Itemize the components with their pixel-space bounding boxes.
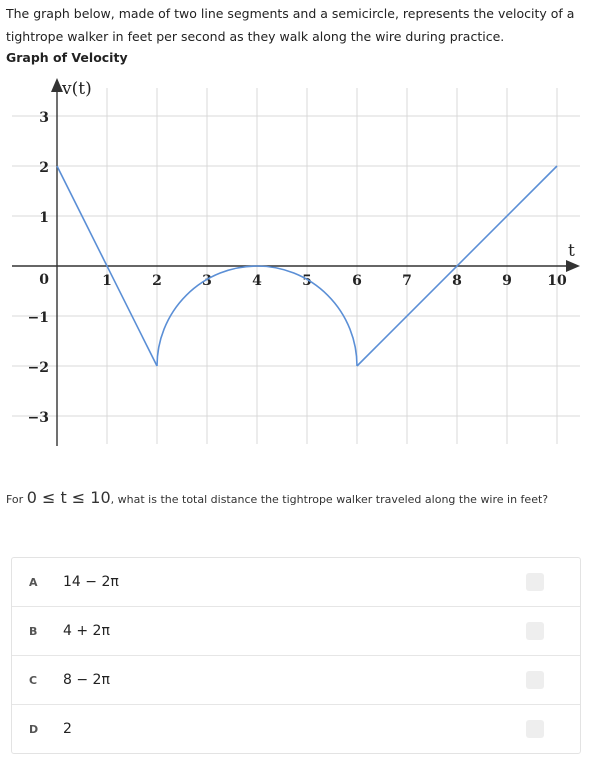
x-axis-arrow [566,260,580,272]
question-suffix: , what is the total distance the tightrope walker traveled along the wire in feet? [110,493,549,506]
choice-checkbox[interactable] [526,573,544,591]
intro-text: The graph below, made of two line segments and a semicircle, represents the velocity of a tightrope walker in feet per second as they walk along the wire during practice. [6,6,575,44]
choice-text: 14 − 2π [63,574,119,590]
y-tick-label: 3 [39,110,49,126]
chart-axes [12,78,580,446]
y-tick-label: −2 [27,360,49,376]
question-math: 0 ≤ t ≤ 10 [26,488,111,507]
question-prefix: For [6,493,27,506]
y-tick-label: −3 [27,410,49,426]
x-tick-label: 4 [252,273,262,289]
choice-letter: C [29,673,38,687]
velocity-chart [0,68,589,452]
choice-letter: A [29,575,38,589]
choice-text: 4 + 2π [63,623,110,639]
choice-text: 8 − 2π [63,672,110,688]
x-tick-label: 5 [302,273,312,289]
x-tick-label: 6 [352,273,362,289]
x-tick-label: 9 [502,273,512,289]
y-tick-label: −1 [27,310,49,326]
x-axis-label: t [568,241,575,261]
x-tick-label: 3 [202,273,212,289]
choice-c[interactable] [12,656,580,705]
x-tick-label: 8 [452,273,462,289]
choice-text: 2 [63,721,72,737]
y-tick-label: 2 [39,160,49,176]
graph-title: Graph of Velocity [6,50,128,65]
choice-checkbox[interactable] [526,671,544,689]
x-tick-label: 1 [102,273,112,289]
choice-a[interactable] [12,558,580,607]
choice-checkbox[interactable] [526,622,544,640]
y-axis-label: v(t) [62,79,92,99]
y-tick-label: 0 [39,272,49,288]
choice-letter: D [29,722,39,736]
y-tick-label: 1 [39,210,49,226]
x-tick-label: 2 [152,273,162,289]
x-tick-label: 10 [547,273,567,289]
x-tick-label: 7 [402,273,412,289]
choice-checkbox[interactable] [526,720,544,738]
question-text [6,488,548,507]
choice-d[interactable] [12,705,580,753]
choice-letter: B [29,624,38,638]
choice-b[interactable] [12,607,580,656]
answer-choices [11,557,581,754]
